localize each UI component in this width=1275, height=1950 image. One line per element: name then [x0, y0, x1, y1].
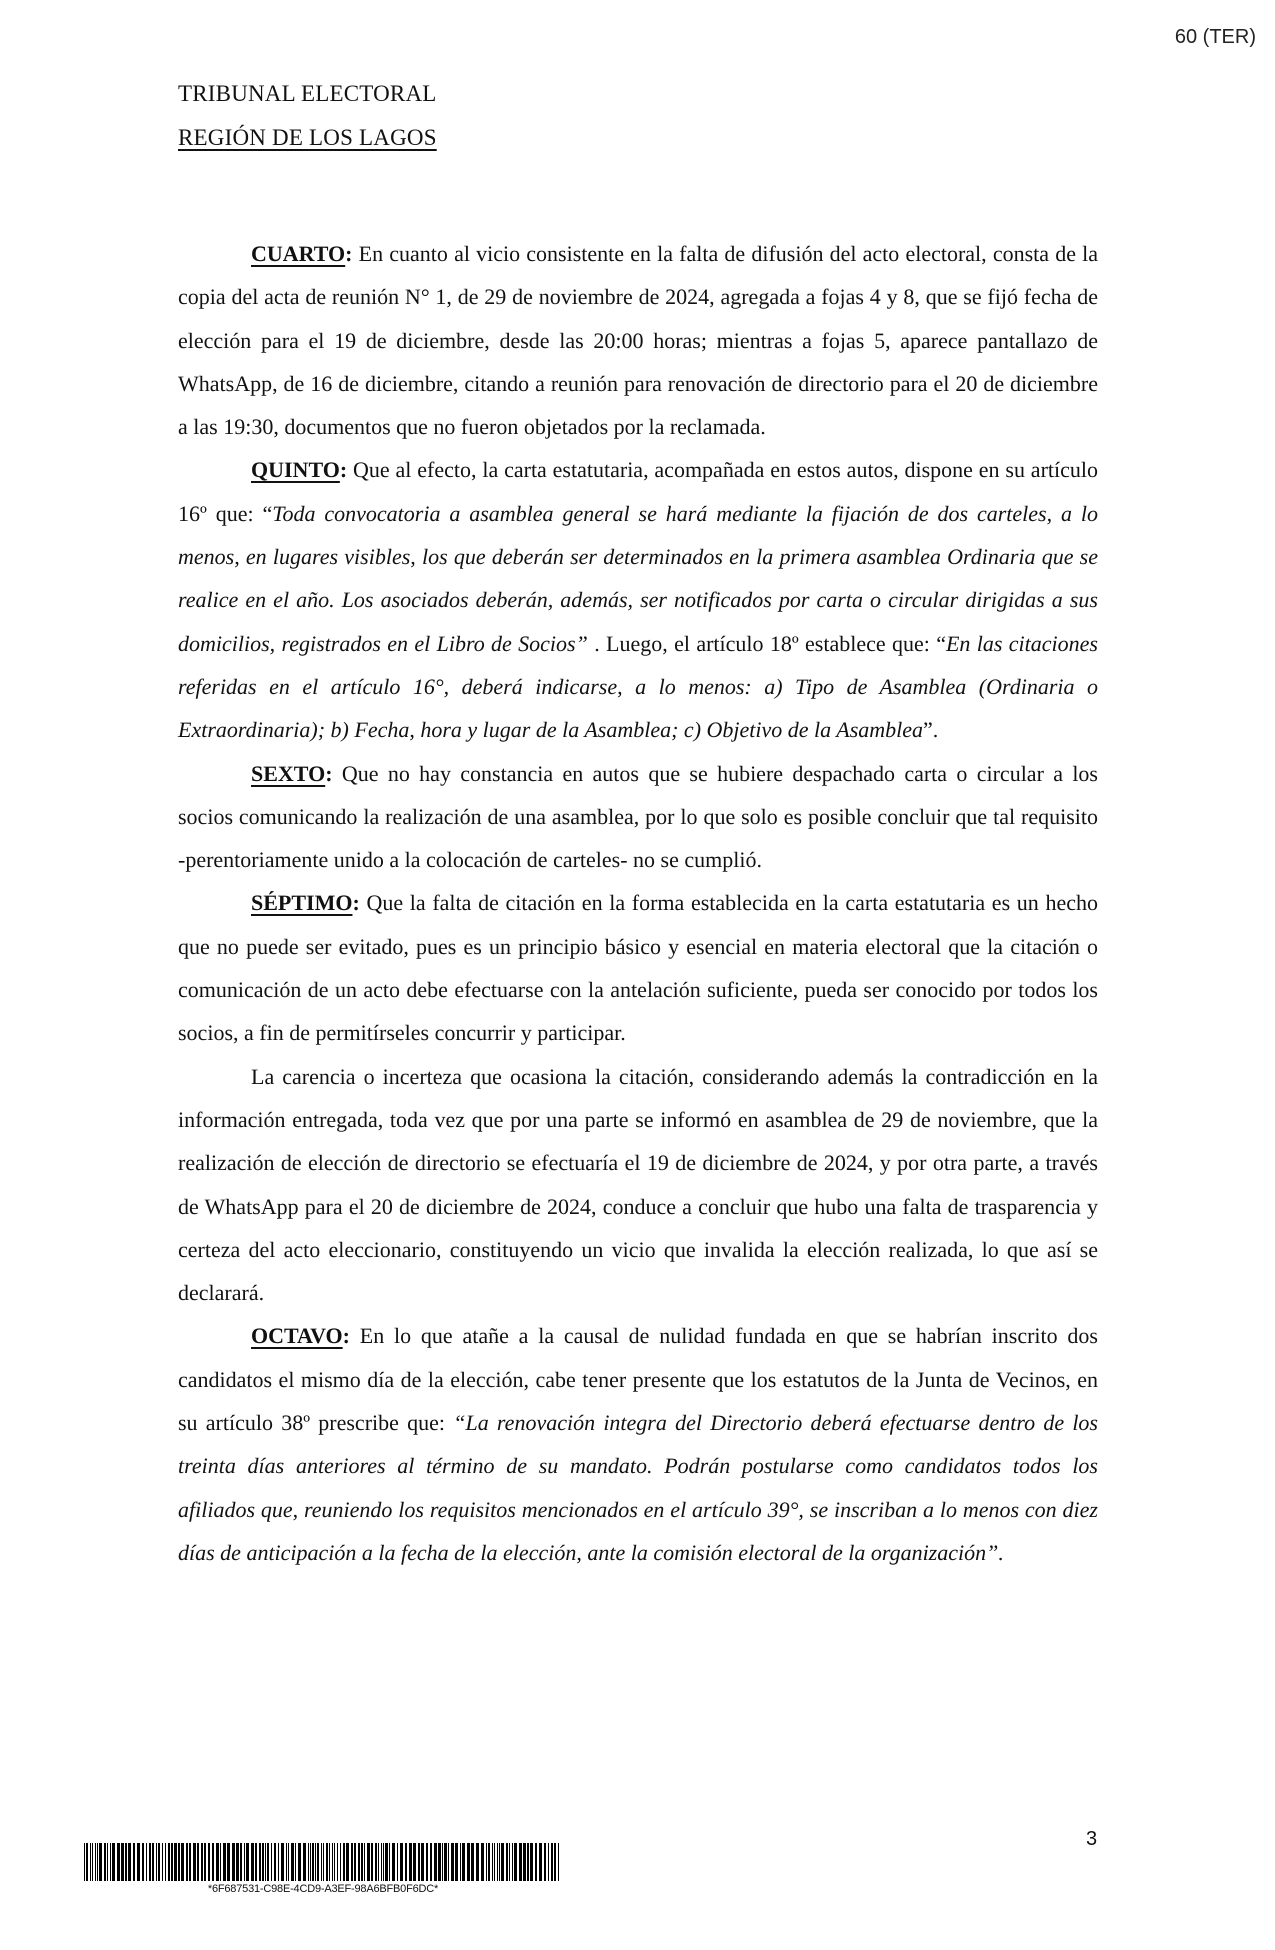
- barcode-bar: [186, 1843, 188, 1881]
- barcode-bar: [315, 1843, 316, 1881]
- barcode-bar: [343, 1843, 345, 1881]
- barcode-bar: [244, 1843, 245, 1881]
- barcode-bar: [152, 1843, 154, 1881]
- barcode-bar: [337, 1843, 338, 1881]
- barcode-bar: [418, 1843, 420, 1881]
- barcode-bar: [554, 1843, 556, 1881]
- text-septimo: Que la falta de citación en la forma establecida en la carta estatutaria es un hecho que no puede ser evitado, pues es un principio básico y esencial en materia electoral que la citación o comunicación de un acto debe efectuarse con la antelación suficiente, pueda ser conocido por todos los socios, a fin de permitírseles concurrir y participar.: [178, 890, 1098, 1046]
- barcode-bar: [381, 1843, 382, 1881]
- folio-label: 60 (TER): [1174, 26, 1256, 48]
- barcode-bar: [438, 1843, 441, 1881]
- barcode-bar: [303, 1843, 306, 1881]
- quote-article-16: Toda convocatoria a asamblea general se hará mediante la fijación de dos carteles, a lo menos, en lugares visibles, los que deberán ser determinados en la primera asamblea Ordinaria que se realice en el año. Los asociados deberán, además, ser notificados por carta o circular dirigidas a sus domicilios, registrados en el Libro de Socios”: [178, 500, 1098, 656]
- barcode-bar: [460, 1843, 461, 1881]
- barcode-bar: [286, 1843, 287, 1881]
- barcode-bar: [334, 1843, 335, 1881]
- barcode-bar: [499, 1843, 500, 1881]
- barcode-bar: [110, 1843, 111, 1881]
- barcode-bar: [178, 1843, 180, 1881]
- barcode-bar: [189, 1843, 191, 1881]
- barcode-bar: [288, 1843, 289, 1881]
- barcode-bar: [492, 1843, 493, 1881]
- barcode-bar: [158, 1843, 160, 1881]
- barcode-bar: [481, 1843, 484, 1881]
- barcode-bar: [397, 1843, 398, 1881]
- barcode-bar: [467, 1843, 470, 1881]
- document-barcode: [84, 1843, 562, 1895]
- barcode-bar: [265, 1843, 266, 1881]
- barcode-bar: [312, 1843, 314, 1881]
- barcode-bar: [455, 1843, 458, 1881]
- barcode-bar: [240, 1843, 242, 1881]
- barcode-bar: [558, 1843, 559, 1881]
- barcode-bar: [506, 1843, 508, 1881]
- barcode-bar: [310, 1843, 311, 1881]
- barcode-bar: [358, 1843, 360, 1881]
- barcode-bar: [367, 1843, 370, 1881]
- barcode-bar: [385, 1843, 388, 1881]
- paragraph-septimo: SÉPTIMO: Que la falta de citación en la forma establecida en la carta estatutaria es un hecho que no puede ser evitado, pues es un principio básico y esencial en materia electoral que la citación o comunicación de un acto debe efectuarse con la antelación suficiente, pueda ser conocido por todos los socios, a fin de permitírseles concurrir y participar.: [178, 890, 1098, 1046]
- barcode-bar: [375, 1843, 377, 1881]
- text-cuarto: En cuanto al vicio consistente en la falta de difusión del acto electoral, consta de la copia del acta de reunión N° 1, de 29 de noviembre de 2024, agregada a fojas 4 y 8, que se fijó fecha de elección para el 19 de diciembre, desde las 20:00 horas; mientras a fojas 5, aparece pantallazo de WhatsApp, de 16 de diciembre, citando a reunión para renovación de directorio para el 20 de diciembre a las 19:30, documentos que no fueron objetados por la reclamada.: [178, 241, 1099, 440]
- barcode-bar: [413, 1843, 416, 1881]
- barcode-bar: [125, 1843, 127, 1881]
- paragraph-quinto: QUINTO: Que al efecto, la carta estatutaria, acompañada en estos autos, dispone en su artículo 16º que: “Toda convocatoria a asamblea general se hará mediante la fijación de dos carteles, a lo menos, en lugares visibles, los que deberán ser determinados en la primera asamblea Ordinaria que se realice en el año. Los asociados deberán, además, ser notificados por carta o circular dirigidas a sus domicilios, registrados en el Libro de Socios” . Luego, el artículo 18º establece que: “En las citaciones referidas en el artículo 16°, deberá indicarse, a lo menos: a) Tipo de Asamblea (Ordinaria o Extraordinaria); b) Fecha, hora y lugar de la Asamblea; c) Objetivo de la Asamblea”.: [178, 457, 1098, 743]
- text-quinto-2: . Luego, el artículo 18º establece que: “: [587, 630, 946, 656]
- barcode-bar: [497, 1843, 498, 1881]
- paragraph-septimo-continued: La carencia o incerteza que ocasiona la citación, considerando además la contradicción en la información entregada, toda vez que por una parte se informó en asamblea de 29 de noviembre, que la realización de elección de directorio se efectuaría el 19 de diciembre de 2024, y por otra parte, a través de WhatsApp para el 20 de diciembre de 2024, conduce a concluir que hubo una falta de trasparencia y certeza del acto eleccionario, constituyendo un vicio que invalida la elección realizada, lo que así se declarará.: [178, 1063, 1098, 1306]
- barcode-bar: [383, 1843, 384, 1881]
- barcode-bar: [400, 1843, 403, 1881]
- barcode-bar: [308, 1843, 309, 1881]
- barcode-bar: [323, 1843, 324, 1881]
- barcode-bar: [378, 1843, 379, 1881]
- barcode-bar: [326, 1843, 328, 1881]
- barcode-bar: [494, 1843, 495, 1881]
- barcode-bar: [421, 1843, 424, 1881]
- barcode-bar: [216, 1843, 219, 1881]
- court-region: REGIÓN DE LOS LAGOS: [178, 125, 437, 150]
- barcode-image: [84, 1843, 562, 1881]
- heading-quinto: QUINTO: [251, 457, 340, 483]
- barcode-bar: [426, 1843, 428, 1881]
- barcode-bar: [128, 1843, 131, 1881]
- barcode-bar: [354, 1843, 356, 1881]
- barcode-bar: [451, 1843, 454, 1881]
- barcode-bar: [174, 1843, 177, 1881]
- barcode-bar: [251, 1843, 254, 1881]
- barcode-bar: [204, 1843, 206, 1881]
- barcode-bar: [99, 1843, 102, 1881]
- text-quinto-3: ”.: [923, 717, 939, 743]
- barcode-bar: [444, 1843, 447, 1881]
- barcode-bar: [262, 1843, 264, 1881]
- barcode-bar: [488, 1843, 490, 1881]
- document-body: [178, 232, 1098, 1574]
- barcode-bar: [171, 1843, 173, 1881]
- heading-sexto: SEXTO: [251, 760, 326, 786]
- barcode-bar: [227, 1843, 230, 1881]
- barcode-bar: [409, 1843, 412, 1881]
- barcode-bar: [527, 1843, 529, 1881]
- barcode-label: *6F687531-C98E-4CD9-A3EF-98A6BFB0F6DC*: [207, 1883, 439, 1895]
- barcode-bar: [90, 1843, 91, 1881]
- barcode-bar: [471, 1843, 474, 1881]
- barcode-bar: [162, 1843, 163, 1881]
- heading-septimo: SÉPTIMO: [251, 890, 353, 916]
- barcode-bar: [112, 1843, 115, 1881]
- barcode-bar: [530, 1843, 533, 1881]
- barcode-bar: [142, 1843, 144, 1881]
- barcode-bar: [104, 1843, 106, 1881]
- barcode-bar: [137, 1843, 140, 1881]
- barcode-bar: [317, 1843, 319, 1881]
- barcode-bar: [181, 1843, 184, 1881]
- barcode-bar: [212, 1843, 214, 1881]
- barcode-bar: [208, 1843, 210, 1881]
- barcode-bar: [121, 1843, 124, 1881]
- barcode-bar: [519, 1843, 522, 1881]
- text-octavo: En lo que atañe a la causal de nulidad fundada en que se habrían inscrito dos candidatos el mismo día de la elección, cabe tener presente que los estatutos de la Junta de Vecinos, en su artículo 38º prescribe que:: [178, 1323, 1098, 1436]
- barcode-bar: [255, 1843, 257, 1881]
- barcode-bar: [223, 1843, 226, 1881]
- paragraph-sexto: SEXTO: Que no hay constancia en autos que se hubiere despachado carta o circular a los socios comunicando la realización de una asamblea, por lo que solo es posible concluir que tal requisito -perentoriamente unido a la colocación de carteles- no se cumplió.: [178, 760, 1098, 873]
- barcode-bar: [274, 1843, 276, 1881]
- barcode-bar: [259, 1843, 261, 1881]
- barcode-bar: [351, 1843, 353, 1881]
- barcode-bar: [86, 1843, 88, 1881]
- heading-cuarto: CUARTO: [251, 241, 346, 266]
- barcode-bar: [84, 1843, 85, 1881]
- barcode-bar: [146, 1843, 147, 1881]
- barcode-bar: [133, 1843, 135, 1881]
- barcode-bar: [236, 1843, 239, 1881]
- barcode-bar: [332, 1843, 333, 1881]
- barcode-bar: [476, 1843, 479, 1881]
- barcode-bar: [371, 1843, 373, 1881]
- text-quinto-1: Que al efecto, la carta estatutaria, acompañada en estos autos, dispone en su artículo 16º que: “: [178, 457, 1098, 526]
- quote-article-38: “La renovación integra del Directorio deberá efectuarse dentro de los treinta días anteriores al término de su mandato. Podrán postularse como candidatos todos los afiliados que, reuniendo los requisitos mencionados en el artículo 39°, se inscriban a lo menos con diez días de anticipación a la fecha de la elección, ante la comisión electoral de la organización”.: [178, 1410, 1098, 1565]
- barcode-bar: [430, 1843, 432, 1881]
- barcode-bar: [97, 1843, 98, 1881]
- barcode-bar: [434, 1843, 437, 1881]
- barcode-bar: [321, 1843, 322, 1881]
- barcode-bar: [95, 1843, 96, 1881]
- paragraph-cuarto: CUARTO: En cuanto al vicio consistente en la falta de difusión del acto electoral, consta de la copia del acta de reunión N° 1, de 29 de noviembre de 2024, agregada a fojas 4 y 8, que se fijó fecha de elección para el 19 de diciembre, desde las 20:00 horas; mientras a fojas 5, aparece pantallazo de WhatsApp, de 16 de diciembre, citando a reunión para renovación de directorio para el 20 de diciembre a las 19:30, documentos que no fueron objetados por la reclamada.: [178, 241, 1099, 440]
- barcode-bar: [246, 1843, 249, 1881]
- barcode-bar: [462, 1843, 465, 1881]
- barcode-bar: [295, 1843, 296, 1881]
- barcode-bar: [291, 1843, 294, 1881]
- barcode-bar: [201, 1843, 203, 1881]
- barcode-bar: [448, 1843, 449, 1881]
- paragraph-octavo: OCTAVO: En lo que atañe a la causal de nulidad fundada en que se habrían inscrito dos candidatos el mismo día de la elección, cabe tener presente que los estatutos de la Junta de Vecinos, en su artículo 38º prescribe que: “La renovación integra del Directorio deberá efectuarse dentro de los treinta días anteriores al término de su mandato. Podrán postularse como candidatos todos los afiliados que, reuniendo los requisitos mencionados en el artículo 39°, se inscriban a lo menos con diez días de anticipación a la fecha de la elección, ante la comisión electoral de la organización”.: [178, 1323, 1098, 1565]
- page-number: 3: [1086, 1828, 1098, 1850]
- barcode-bar: [165, 1843, 166, 1881]
- barcode-bar: [298, 1843, 301, 1881]
- text-sexto: Que no hay constancia en autos que se hubiere despachado carta o circular a los socios comunicando la realización de una asamblea, por lo que solo es posible concluir que tal requisito -perentoriamente unido a la colocación de carteles- no se cumplió.: [178, 760, 1098, 873]
- barcode-bar: [117, 1843, 120, 1881]
- barcode-bar: [107, 1843, 108, 1881]
- court-name: TRIBUNAL ELECTORAL: [178, 81, 437, 106]
- barcode-bar: [346, 1843, 349, 1881]
- barcode-bar: [267, 1843, 269, 1881]
- barcode-bar: [442, 1843, 443, 1881]
- barcode-bar: [156, 1843, 157, 1881]
- barcode-bar: [149, 1843, 151, 1881]
- barcode-bar: [392, 1843, 395, 1881]
- barcode-bar: [551, 1843, 553, 1881]
- barcode-bar: [535, 1843, 537, 1881]
- barcode-bar: [539, 1843, 542, 1881]
- court-header: [178, 72, 437, 160]
- barcode-bar: [548, 1843, 549, 1881]
- barcode-bar: [405, 1843, 407, 1881]
- barcode-bar: [271, 1843, 272, 1881]
- barcode-bar: [512, 1843, 513, 1881]
- barcode-bar: [281, 1843, 284, 1881]
- barcode-bar: [364, 1843, 365, 1881]
- barcode-bar: [220, 1843, 221, 1881]
- barcode-bar: [340, 1843, 341, 1881]
- barcode-bar: [168, 1843, 170, 1881]
- barcode-bar: [329, 1843, 330, 1881]
- barcode-bar: [523, 1843, 526, 1881]
- barcode-bar: [361, 1843, 363, 1881]
- barcode-bar: [501, 1843, 504, 1881]
- barcode-bar: [92, 1843, 93, 1881]
- heading-octavo: OCTAVO: [251, 1323, 343, 1349]
- barcode-bar: [514, 1843, 517, 1881]
- barcode-bar: [486, 1843, 487, 1881]
- barcode-bar: [278, 1843, 279, 1881]
- barcode-bar: [544, 1843, 546, 1881]
- barcode-bar: [389, 1843, 390, 1881]
- barcode-bar: [197, 1843, 199, 1881]
- barcode-bar: [509, 1843, 510, 1881]
- barcode-bar: [232, 1843, 235, 1881]
- barcode-bar: [193, 1843, 196, 1881]
- quote-article-18: En las citaciones referidas en el artículo 16°, deberá indicarse, a lo menos: a) Tipo de Asamblea (Ordinaria o Extraordinaria); b) Fecha, hora y lugar de la Asamblea; c) Objetivo de la Asamblea: [178, 630, 1098, 743]
